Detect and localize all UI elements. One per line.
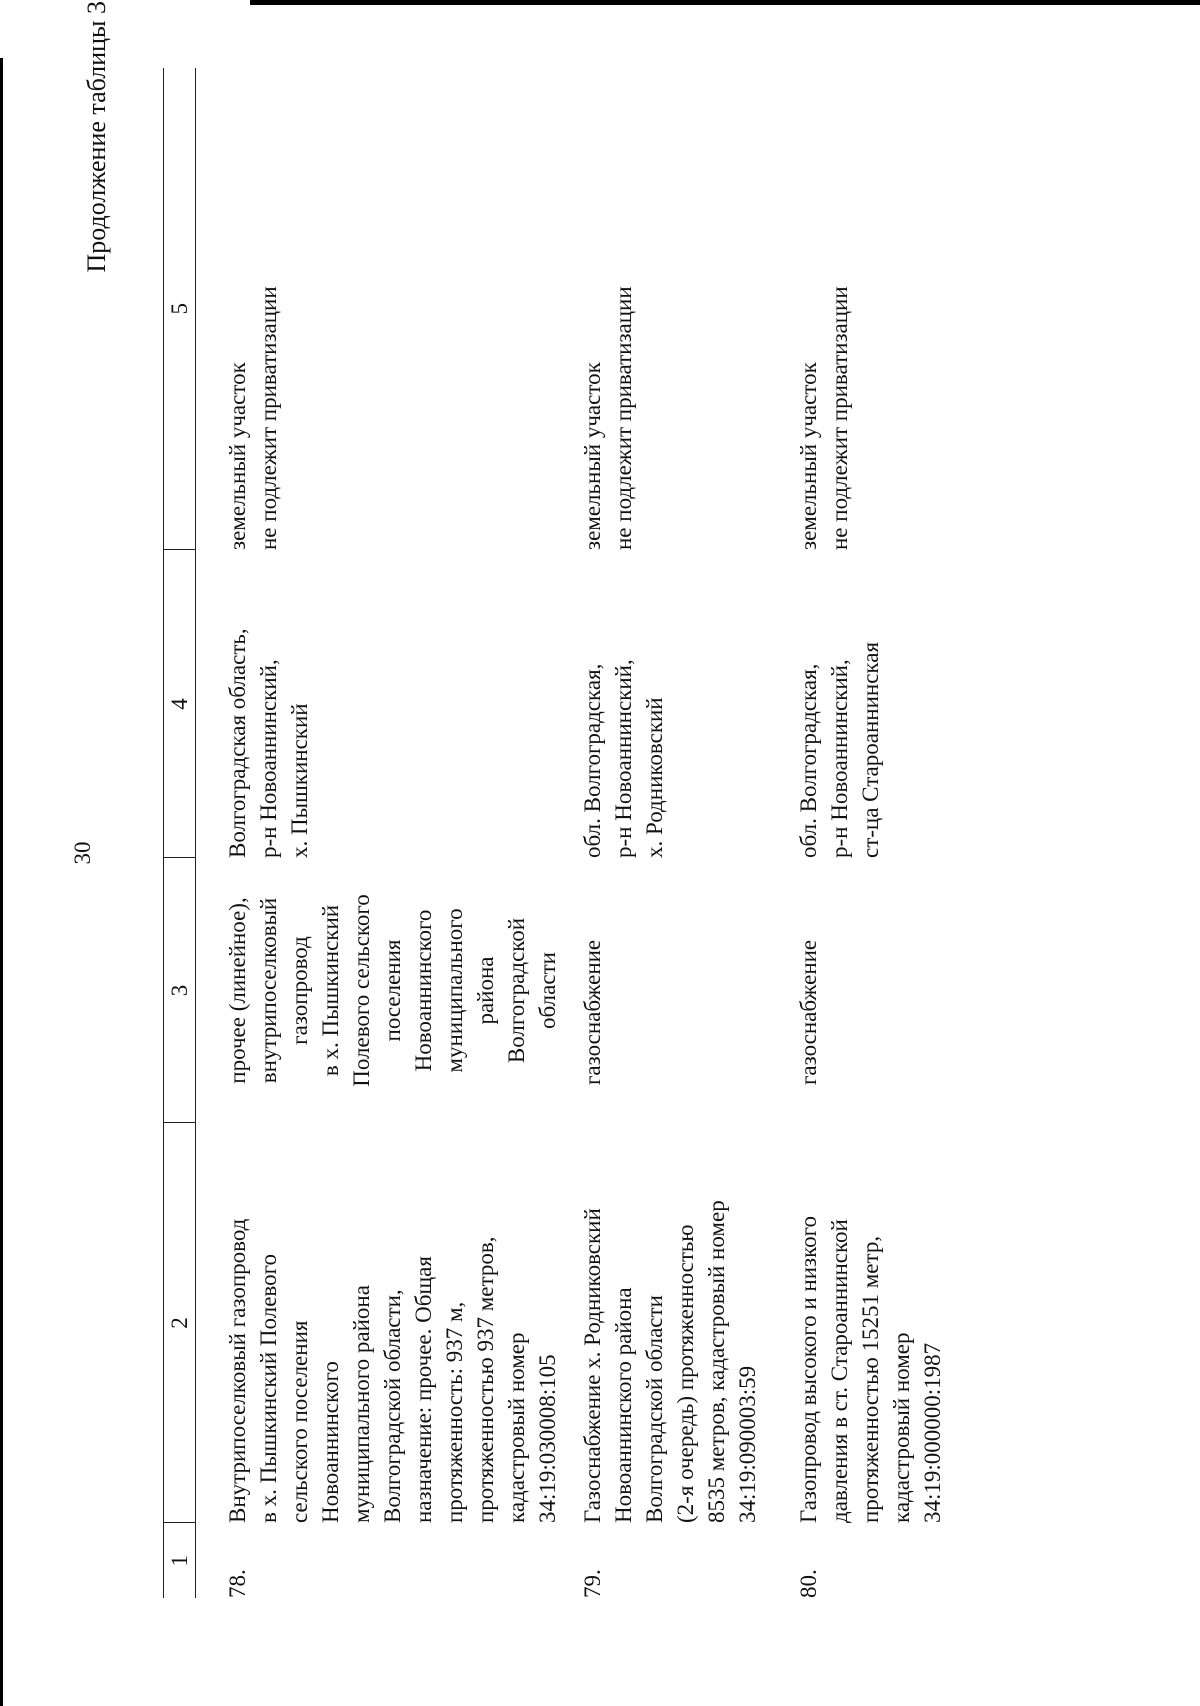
text-line: газоснабжение [580,939,605,1085]
text-line: сельского поселения [287,1320,312,1523]
object-note [196,68,564,550]
text-line: Внутрипоселковый газопровод [225,1218,250,1523]
text-line: обл. Волгоградская, [580,663,605,858]
text-line: 8535 метров, кадастровый номер [704,1200,729,1523]
object-address [781,550,983,858]
text-line: не подлежит приватизации [827,286,852,550]
text-line: назначение: прочее. Общая [411,1256,436,1523]
text-line: поселения [380,939,405,1042]
object-note [563,68,781,550]
object-purpose [196,858,564,1123]
text-line: Полевого сельского [349,894,374,1087]
text-line: 34:19:030008:105 [535,1354,560,1523]
table-continuation-label: Продолжение таблицы 3 [82,1,111,273]
text-line: протяженностью 15251 метр, [858,1235,883,1523]
text-line: Волгоградской области [642,1295,667,1523]
header-col-2: 2 [164,1123,196,1523]
text-line: Газоснабжение х. Родниковский [580,1208,605,1523]
text-line: обл. Волгоградская, [796,663,821,858]
text-line: прочее (линейное), [225,897,250,1084]
text-line: х. Пышкинский [287,703,312,858]
text-line: Волгоградская область, [225,628,250,858]
text-line: р-н Новоаннинский, [611,659,636,858]
header-col-3: 3 [164,858,196,1123]
text-line: Новоаннинского [318,1361,343,1523]
text-line: 34:19:000000:1987 [920,1342,945,1523]
text-line: кадастровый номер [889,1332,914,1523]
text-line: (2-я очередь) протяженностью [673,1224,698,1523]
text-line: давления в ст. Староаннинской [827,1219,852,1523]
text-line: Волгоградской [504,917,529,1064]
table-row [196,68,564,1598]
text-line: земельный участок [580,362,605,550]
text-line: х. Родниковский [642,697,667,858]
row-number: 79. [580,1569,605,1598]
header-col-4: 4 [164,550,196,858]
header-col-1: 1 [164,1523,196,1598]
object-purpose [563,858,781,1123]
object-name [563,1123,781,1523]
text-line: Газопровод высокого и низкого [796,1216,821,1523]
text-line: протяженностью 937 метров, [473,1236,498,1523]
object-address [196,550,564,858]
text-line: земельный участок [796,362,821,550]
text-line: газоснабжение [796,939,821,1085]
row-number: 78. [225,1569,250,1598]
text-line: области [535,952,560,1029]
text-line: не подлежит приватизации [611,286,636,550]
text-line: в х. Пышкинский [318,904,343,1077]
header-col-5: 5 [164,68,196,550]
text-line: р-н Новоаннинский, [256,659,281,858]
object-name [196,1123,564,1523]
text-line: Новоаннинского района [611,1287,636,1523]
object-name [781,1123,983,1523]
text-line: ст-ца Староаннинская [858,641,883,858]
text-line: муниципального [442,908,467,1073]
row-number: 80. [796,1569,821,1598]
table-row [781,68,983,1598]
page-number: 30 [70,841,95,865]
text-line: внутрипоселковый [256,897,281,1084]
text-line: земельный участок [225,362,250,550]
text-line: кадастровый номер [504,1332,529,1523]
text-line: р-н Новоаннинский, [827,659,852,858]
object-address [563,550,781,858]
text-line: муниципального района [349,1285,374,1523]
text-line: 34:19:090003:59 [735,1365,760,1523]
table-row [563,68,781,1598]
text-line: Новоаннинского [411,909,436,1072]
text-line: газопровод [287,936,312,1045]
table-header-row [164,68,196,1598]
text-line: не подлежит приватизации [256,286,281,550]
table-3 [163,68,983,1598]
object-purpose [781,858,983,1123]
text-line: Волгоградской области, [380,1289,405,1523]
text-line: в х. Пышкинский Полевого [256,1254,281,1523]
text-line: района [473,956,498,1025]
object-note [781,68,983,550]
text-line: протяженность: 937 м, [442,1301,467,1523]
